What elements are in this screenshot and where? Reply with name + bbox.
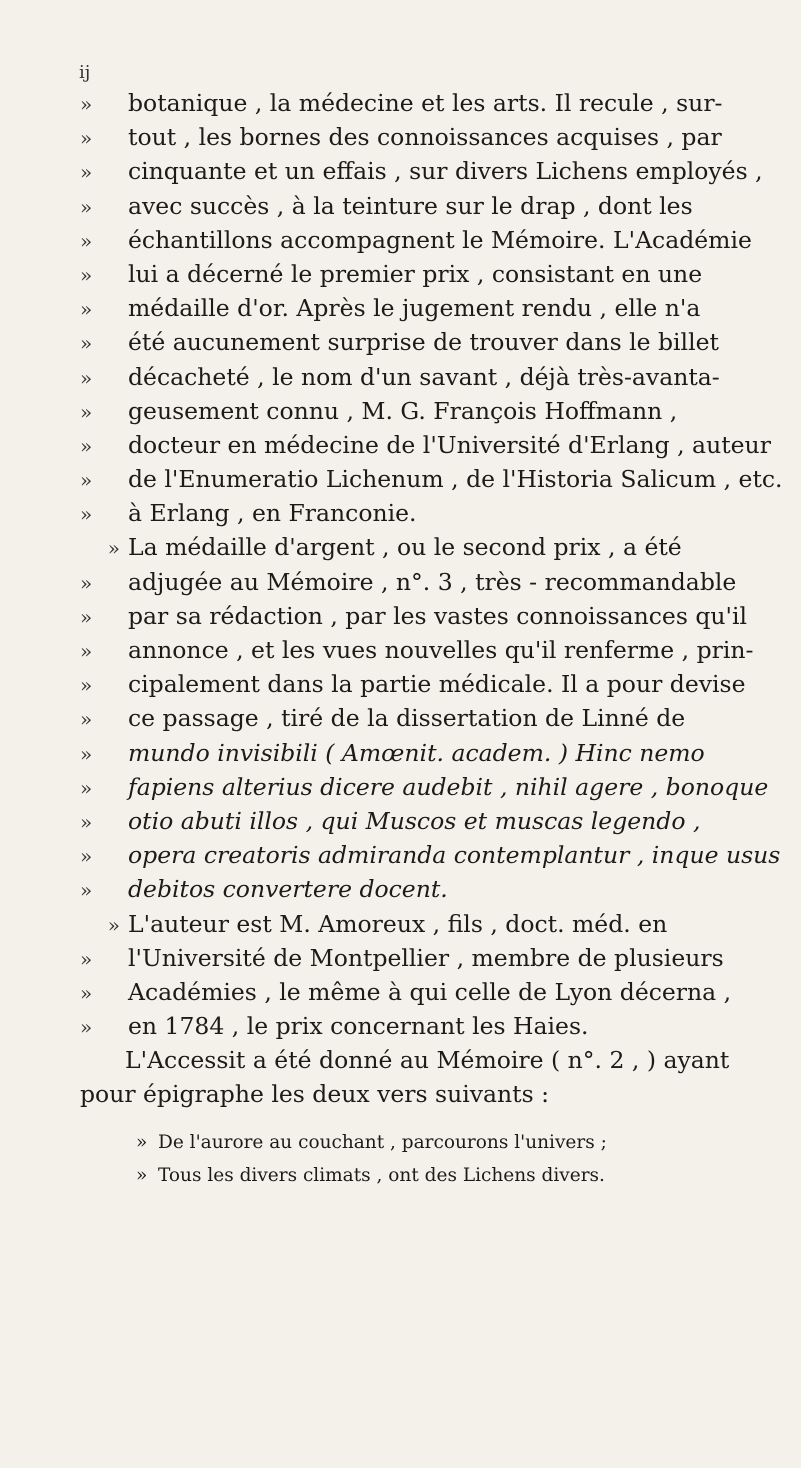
line-text: docteur en médecine de l'Université d'Erlang , auteur (128, 430, 771, 459)
text-line (80, 189, 770, 223)
text-line (80, 325, 770, 359)
text-line (80, 633, 770, 667)
quote-mark: » (80, 673, 93, 698)
quote-mark: » (80, 946, 93, 971)
text-line (80, 360, 770, 394)
text-line (80, 599, 770, 633)
quote-mark: » (80, 707, 93, 732)
verse-text: Tous les divers climats , ont des Lichens divers. (158, 1164, 605, 1186)
text-line (80, 941, 770, 975)
text-line (80, 428, 770, 462)
quote-mark: » (80, 468, 93, 493)
verse-line (80, 1159, 770, 1192)
quote-mark: » (80, 809, 93, 834)
text-line (80, 291, 770, 325)
quote-mark: » (107, 912, 120, 937)
quote-mark: » (136, 1131, 148, 1153)
text-line (80, 1043, 770, 1077)
text-line (80, 565, 770, 599)
line-text: décacheté , le nom d'un savant , déjà très-avanta- (128, 362, 720, 391)
quote-mark: » (80, 741, 93, 766)
quote-mark: » (80, 228, 93, 253)
quote-mark: » (80, 92, 93, 116)
line-text: L'auteur est M. Amoreux , fils , doct. méd. en (128, 909, 668, 938)
line-text: de l'Enumeratio Lichenum , de l'Historia Salicum , etc. (128, 465, 783, 494)
line-text: geusement connu , M. G. François Hoffmann , (128, 396, 678, 425)
quote-mark: » (80, 1015, 93, 1040)
text-line (80, 496, 770, 530)
text-line (80, 154, 770, 188)
quote-mark: » (80, 775, 93, 800)
quote-mark: » (80, 570, 93, 595)
text-line (80, 120, 770, 154)
quote-mark: » (80, 502, 93, 527)
text-line (80, 872, 770, 906)
quote-mark: » (80, 844, 93, 869)
page-text (80, 86, 783, 1192)
line-text: debitos convertere docent. (128, 875, 448, 904)
text-line (80, 1077, 770, 1111)
quote-mark: » (80, 262, 93, 287)
text-line (80, 462, 783, 496)
line-text: cipalement dans la partie médicale. Il a pour devise (128, 670, 746, 699)
quote-mark: » (80, 331, 93, 356)
text-line (80, 394, 770, 428)
text-line (80, 530, 770, 564)
text-line (80, 736, 770, 770)
quote-mark: » (80, 126, 93, 151)
text-line (80, 770, 770, 804)
quote-mark: » (80, 194, 93, 219)
page-ornament: ij (79, 62, 91, 83)
text-line (80, 667, 770, 701)
text-line (80, 1009, 770, 1043)
line-text: fapiens alterius dicere audebit , nihil agere , bonoque (128, 772, 769, 801)
quote-mark: » (80, 297, 93, 322)
line-text: L'Accessit a été donné au Mémoire ( n°. 2 , ) ayant (125, 1046, 730, 1075)
line-text: lui a décerné le premier prix , consistant en une (128, 259, 703, 288)
line-text: adjugée au Mémoire , n°. 3 , très - recommandable (128, 567, 737, 596)
text-line (80, 838, 781, 872)
verse-line (80, 1126, 770, 1159)
line-text: annonce , et les vues nouvelles qu'il renferme , prin- (128, 636, 754, 664)
text-line (80, 701, 770, 735)
quote-mark: » (80, 399, 93, 424)
line-text: échantillons accompagnent le Mémoire. L'Académie (128, 225, 752, 254)
line-text: tout , les bornes des connoissances acquises , par (128, 123, 722, 152)
line-text: botanique , la médecine et les arts. Il recule , sur- (128, 89, 723, 117)
line-text: otio abuti illos , qui Muscos et muscas legendo , (128, 806, 701, 835)
line-text: Académies , le même à qui celle de Lyon décerna , (128, 977, 732, 1006)
line-text: La médaille d'argent , ou le second prix , a été (128, 533, 682, 562)
line-text: à Erlang , en Franconie. (128, 499, 417, 528)
line-text: cinquante et un effais , sur divers Lichens employés , (128, 157, 763, 186)
text-line (80, 907, 770, 941)
line-text: médaille d'or. Après le jugement rendu , elle n'a (128, 294, 701, 323)
line-text: été aucunement surprise de trouver dans le billet (128, 328, 719, 357)
text-line (80, 223, 770, 257)
quote-mark: » (80, 433, 93, 458)
text-line (80, 804, 770, 838)
quote-mark: » (80, 878, 93, 903)
line-text: par sa rédaction , par les vastes connoissances qu'il (128, 601, 748, 630)
quote-mark: » (107, 536, 120, 561)
quote-mark: » (80, 160, 93, 185)
quote-mark: » (80, 639, 93, 663)
line-text: pour épigraphe les deux vers suivants : (80, 1080, 550, 1109)
text-line (80, 975, 770, 1009)
text-line (80, 257, 770, 291)
line-text: l'Université de Montpellier , membre de plusieurs (128, 943, 724, 972)
quote-mark: » (80, 365, 93, 390)
line-text: avec succès , à la teinture sur le drap , dont les (128, 191, 693, 220)
quote-mark: » (80, 980, 93, 1005)
line-text: mundo invisibili ( Amœnit. academ. ) Hinc nemo (128, 738, 705, 767)
line-text: ce passage , tiré de la dissertation de Linné de (128, 704, 686, 733)
text-line (80, 86, 770, 120)
quote-mark: » (80, 604, 93, 629)
line-text: opera creatoris admiranda contemplantur , inque usus (128, 841, 781, 870)
verse-text: De l'aurore au couchant , parcourons l'univers ; (158, 1131, 607, 1153)
quote-mark: » (136, 1164, 148, 1186)
line-text: en 1784 , le prix concernant les Haies. (128, 1012, 589, 1041)
